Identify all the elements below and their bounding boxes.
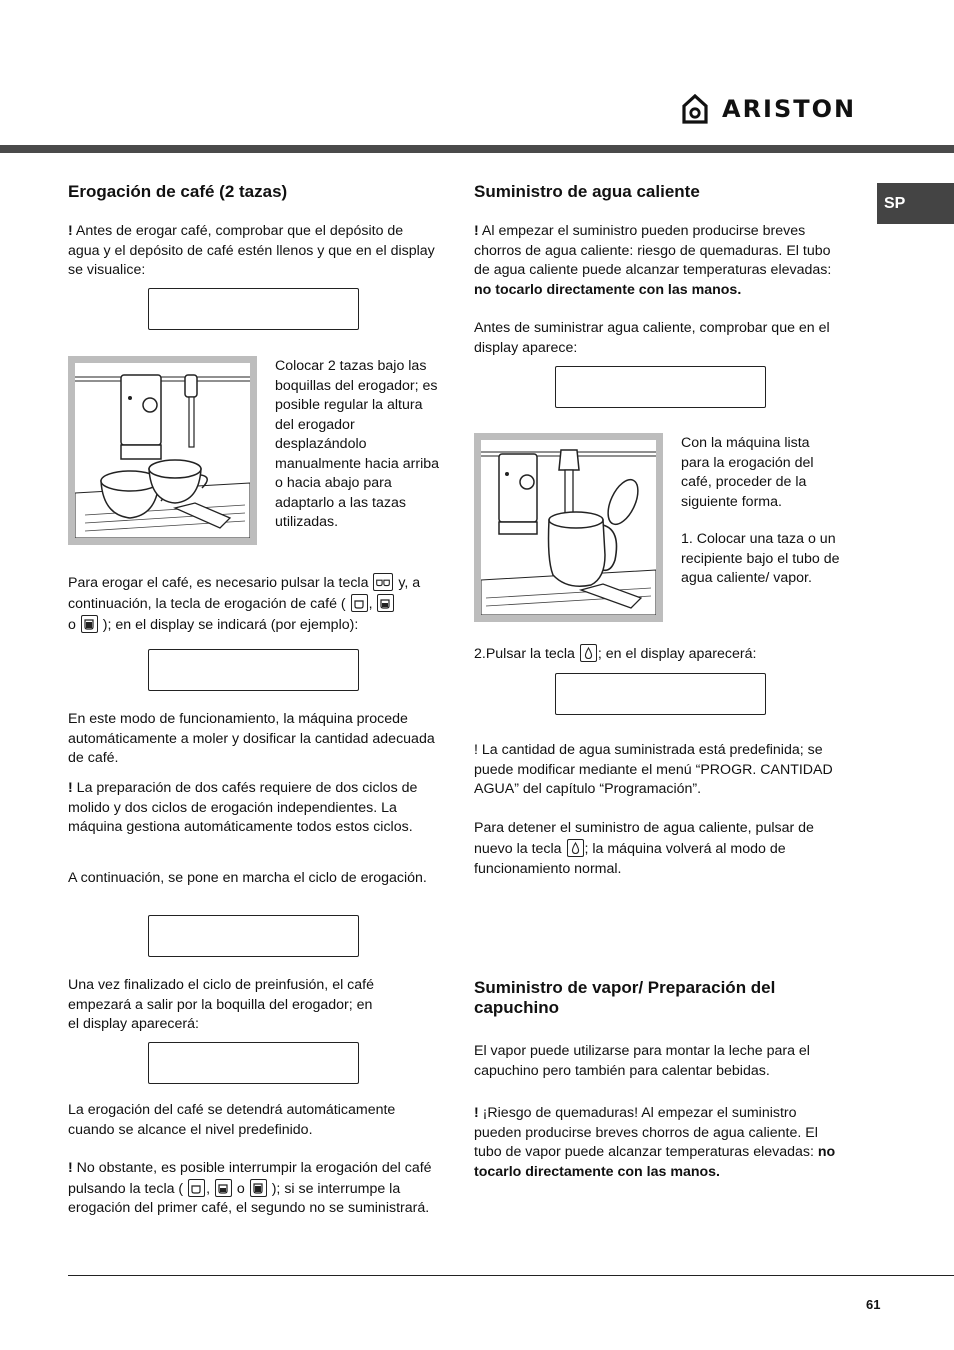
right-paragraph-1-bold: no tocarlo directamente con las manos. — [474, 281, 742, 298]
p2-text-c: , — [368, 596, 377, 612]
right-figure-caption-1: Con la máquina lista para la erogación del café, proceder de la siguiente forma. — [681, 435, 814, 510]
figure-hot-water — [474, 433, 663, 622]
short-coffee-key-icon — [351, 594, 368, 612]
hot-water-illustration — [481, 440, 656, 615]
brand-name: ARISTON — [722, 95, 857, 123]
left-paragraph-4 — [68, 779, 440, 838]
right-paragraph-1 — [474, 222, 846, 300]
lcd-display-hot-water-2 — [555, 673, 766, 715]
p2-text-b: y, a continuación, la tecla de erogación de café ( — [68, 575, 421, 612]
left-paragraph-3: En este modo de funcionamiento, la máquina procede automáticamente a moler y dosificar la cantidad adecuada de café. — [68, 711, 435, 766]
left-paragraph-2 — [68, 573, 440, 636]
left-paragraph-5: A continuación, se pone en marcha el ciclo de erogación. — [68, 870, 427, 886]
warning-mark: ! — [68, 780, 73, 796]
figure-two-cups — [68, 356, 257, 545]
language-tab: SP — [877, 183, 954, 224]
section-title-coffee-2-cups: Erogación de café (2 tazas) — [68, 182, 288, 201]
right-paragraph-1-text: Al empezar el suministro pueden producirse breves chorros de agua caliente: riesgo de quemaduras. El tubo de agua caliente puede alcanzar temperaturas elevadas: — [474, 223, 832, 278]
p3-text-a: 2.Pulsar la tecla — [474, 646, 579, 662]
p8-text-a: No obstante, es posible interrumpir la erogación del café pulsando la tecla ( — [68, 1160, 432, 1197]
right-paragraph-5 — [474, 819, 846, 879]
right-paragraph-4: ! La cantidad de agua suministrada está predefinida; se puede modificar mediante el menú “PROGR. CANTIDAD AGUA” del capítulo “Programación”. — [474, 742, 833, 797]
p2-text-d: o — [68, 617, 80, 633]
two-cups-key-icon — [373, 573, 393, 591]
lcd-display-2 — [148, 649, 359, 691]
lcd-display-4 — [148, 1042, 359, 1084]
p8-text-d: ); si se interrumpe la erogación del primer café, el segundo no se suministrará. — [68, 1180, 430, 1217]
p8-text-c: o — [232, 1180, 249, 1197]
right-paragraph-7-bold: no tocarlo directamente con las manos. — [474, 1144, 836, 1180]
lcd-display-hot-water-1 — [555, 366, 766, 408]
left-figure-caption: Colocar 2 tazas bajo las boquillas del erogador; es posible regular la altura del erogador desplazándolo manualmente hacia arriba o hacia abajo para adaptarlo a las tazas utilizadas. — [275, 358, 440, 530]
warning-mark: ! — [68, 223, 73, 239]
p5-text-b: ; la máquina volverá al modo de funcionamiento normal. — [474, 840, 786, 877]
right-paragraph-2: Antes de suministrar agua caliente, comprobar que en el display aparece: — [474, 320, 830, 356]
right-paragraph-6: El vapor puede utilizarse para montar la leche para el capuchino pero también para calentar bebidas. — [474, 1043, 810, 1079]
page-number: 61 — [866, 1297, 881, 1312]
warning-mark: ! — [474, 223, 479, 239]
lcd-display-3 — [148, 915, 359, 957]
right-paragraph-7 — [474, 1104, 846, 1182]
header-bar — [0, 145, 954, 153]
left-paragraph-6: Una vez finalizado el ciclo de preinfusión, el café empezará a salir por la boquilla del erogador; en el display aparecerá: — [68, 977, 374, 1032]
left-paragraph-4-text: La preparación de dos cafés requiere de dos ciclos de molido y dos ciclos de erogación independientes. La máquina gestiona automáticamente todos estos ciclos. — [68, 780, 418, 835]
right-paragraph-7-text: ¡Riesgo de quemaduras! Al empezar el suministro pueden producirse breves chorros de agua caliente. El tubo de vapor puede alcanzar temperaturas elevadas: — [474, 1105, 818, 1160]
short-coffee-key-icon — [188, 1179, 205, 1197]
long-coffee-key-icon — [250, 1179, 267, 1197]
brand-logo — [682, 94, 856, 124]
p3-text-b: ; en el display aparecerá: — [597, 646, 757, 662]
right-figure-caption-2: 1. Colocar una taza o un recipiente bajo el tubo de agua caliente/ vapor. — [681, 531, 840, 586]
left-paragraph-8 — [68, 1159, 440, 1219]
ariston-house-icon — [682, 94, 708, 124]
left-paragraph-1 — [68, 222, 436, 281]
lcd-display-1 — [148, 288, 359, 330]
hot-water-key-icon — [567, 839, 584, 857]
p2-text-e: ); en el display se indicará (por ejemplo): — [98, 617, 359, 633]
two-cups-illustration — [75, 363, 250, 538]
left-paragraph-1-text: Antes de erogar café, comprobar que el depósito de agua y el depósito de café estén llenos y que en el display se visualice: — [68, 223, 435, 278]
warning-mark: ! — [474, 1105, 479, 1121]
medium-coffee-key-icon — [377, 594, 394, 612]
p8-text-b: , — [206, 1180, 214, 1197]
section-title-hot-water: Suministro de agua caliente — [474, 182, 700, 201]
hot-water-key-icon — [580, 644, 597, 662]
left-paragraph-7: La erogación del café se detendrá automáticamente cuando se alcance el nivel predefinido. — [68, 1102, 396, 1138]
long-coffee-key-icon — [81, 615, 98, 633]
warning-mark: ! — [68, 1160, 73, 1176]
right-paragraph-3 — [474, 644, 846, 665]
footer-rule — [68, 1275, 954, 1276]
medium-coffee-key-icon — [215, 1179, 232, 1197]
section-title-steam-cappuccino: Suministro de vapor/ Preparación del capuchino — [474, 978, 776, 1017]
p5-text-a: Para detener el suministro de agua caliente, pulsar de nuevo la tecla — [474, 820, 814, 857]
p2-text-a: Para erogar el café, es necesario pulsar la tecla — [68, 575, 373, 591]
